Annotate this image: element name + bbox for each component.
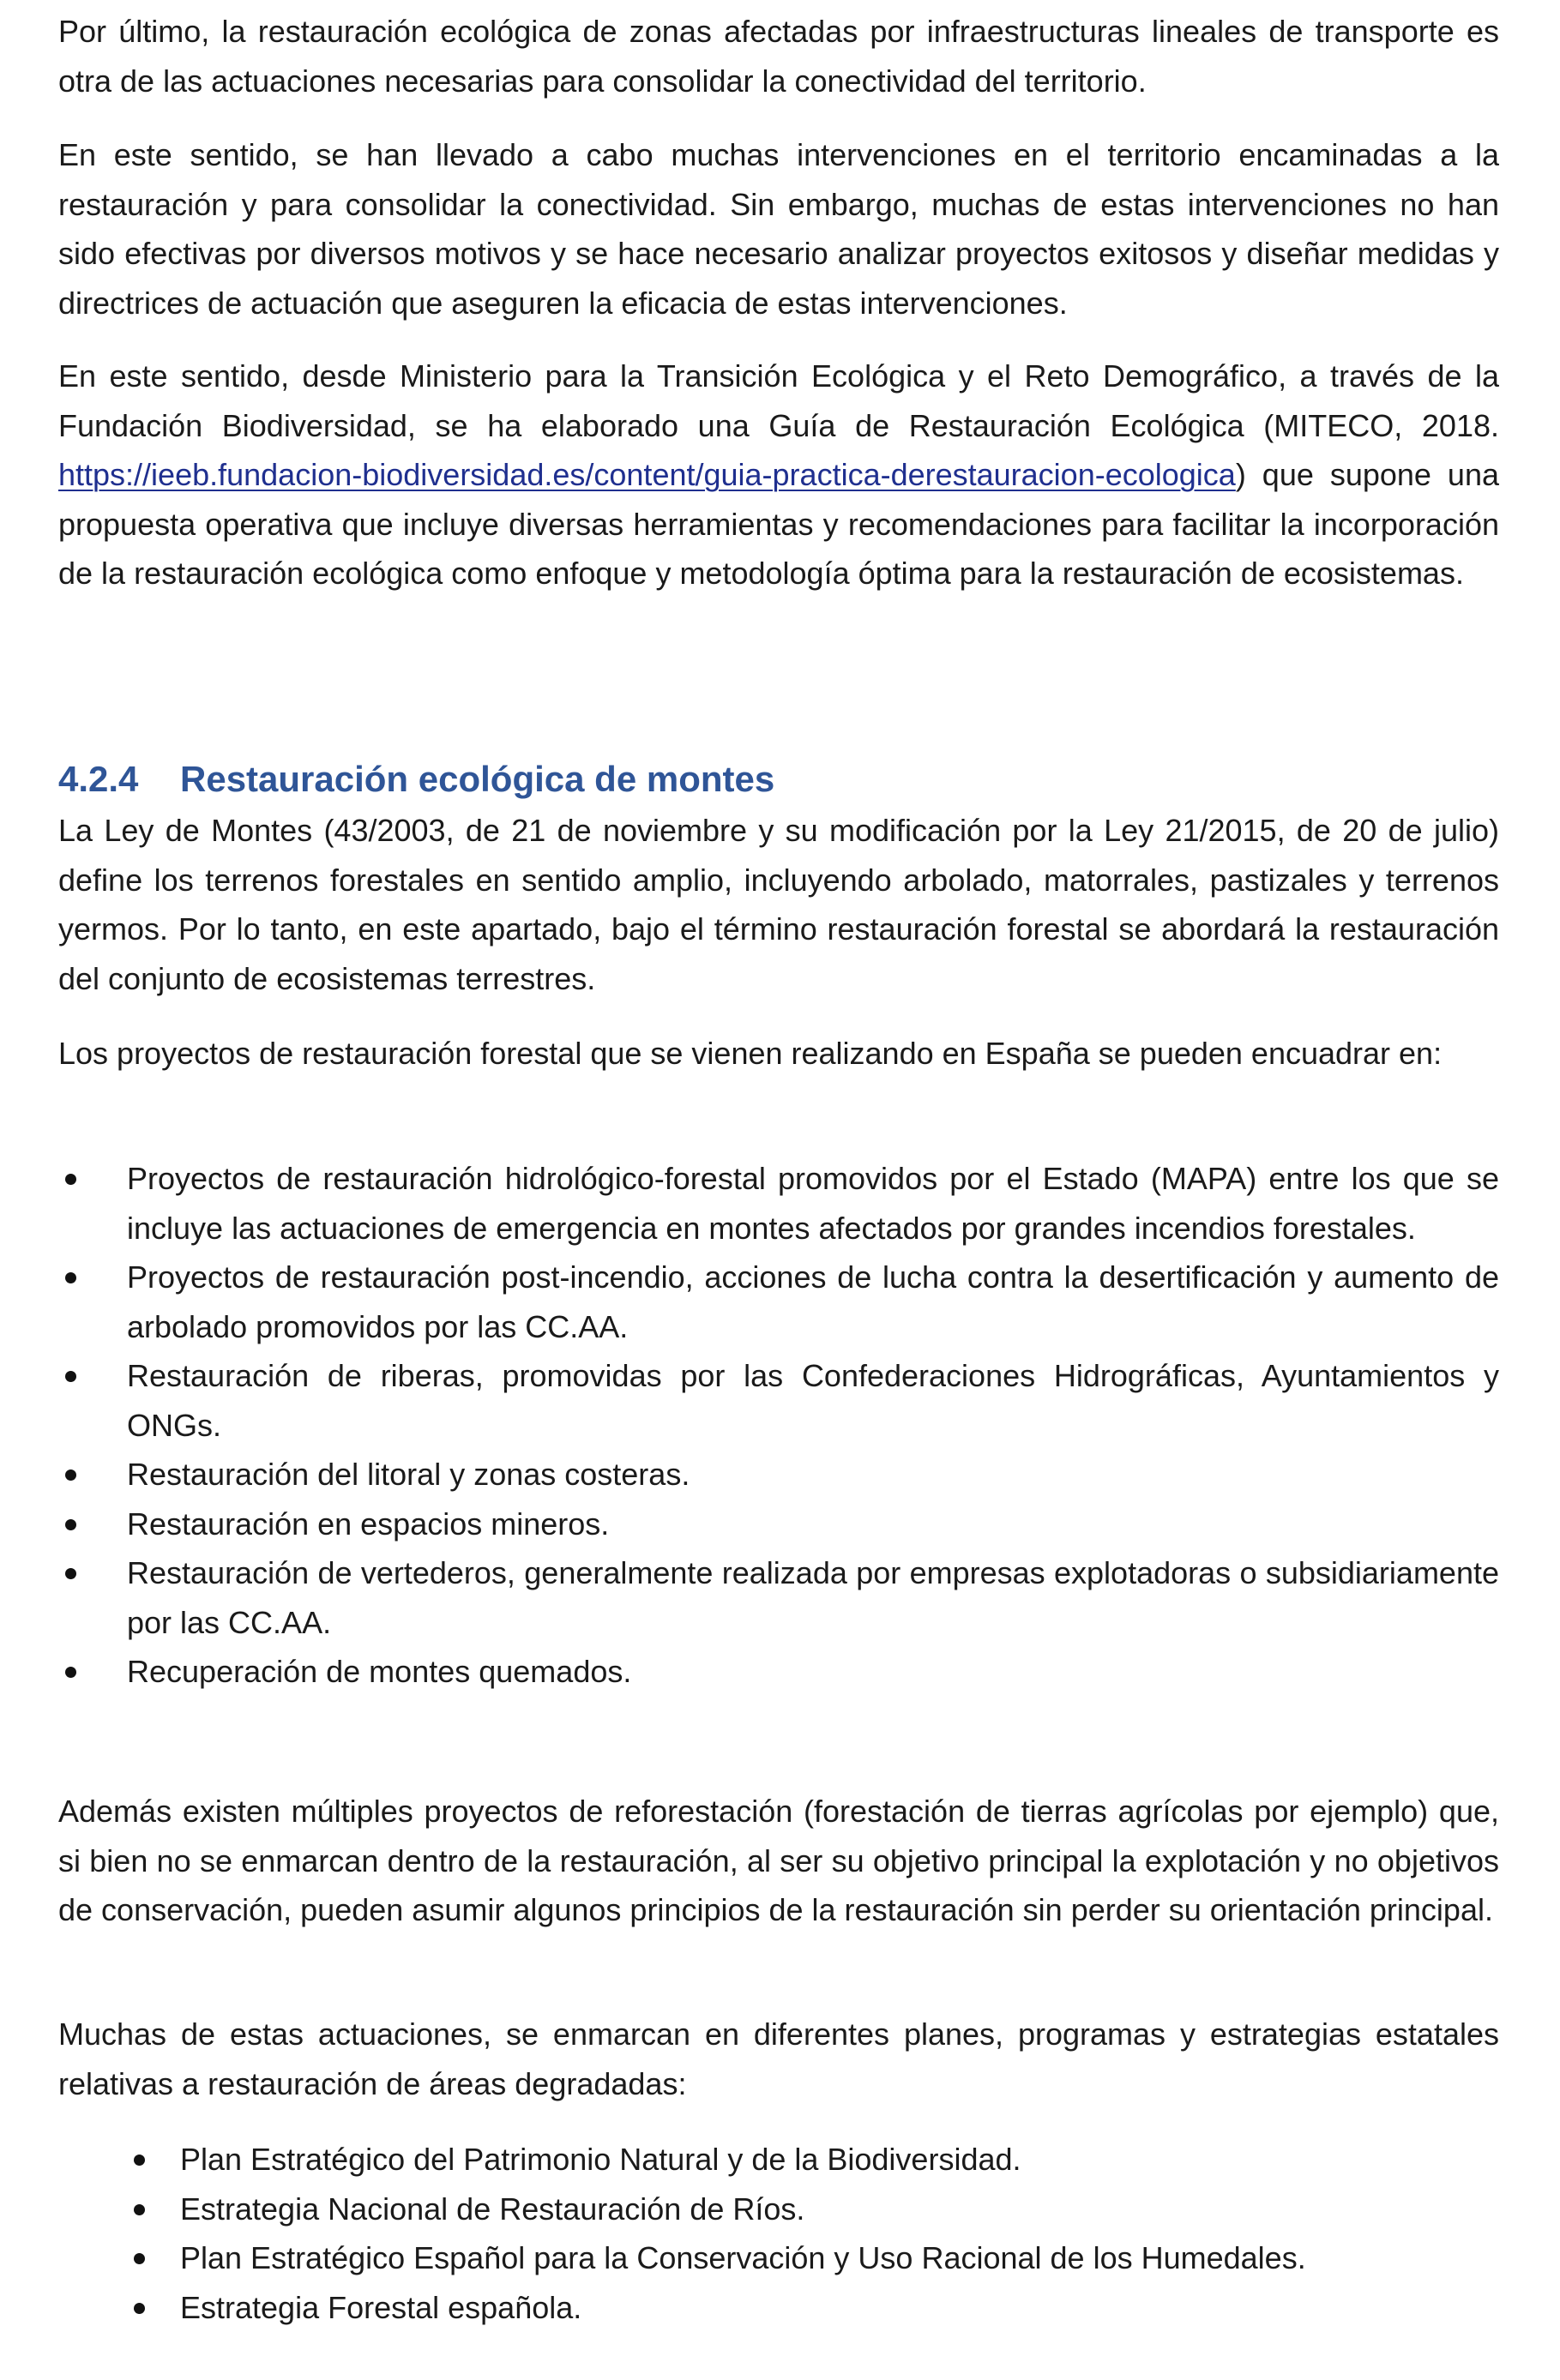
- bullet-icon: [65, 1469, 76, 1481]
- list-item-text: Restauración de vertederos, generalmente realizada por empresas explotadoras o subsidiariamente por las CC.AA.: [127, 1555, 1499, 1640]
- bullet-icon: [65, 1519, 76, 1530]
- paragraph-infraestructuras: Por último, la restauración ecológica de zonas afectadas por infraestructuras lineales de transporte es otra de las actuaciones necesarias para consolidar la conectividad del territorio.: [58, 14, 1499, 99]
- bullet-icon: [65, 1174, 76, 1185]
- list-item: [58, 2283, 1499, 2333]
- paragraph-planes-estrategias: Muchas de estas actuaciones, se enmarcan en diferentes planes, programas y estrategias estatales relativas a restauración de áreas degradadas:: [58, 2016, 1499, 2101]
- bullet-icon: [134, 2155, 145, 2166]
- list-item-text: Proyectos de restauración post-incendio, acciones de lucha contra la desertificación y aumento de arbolado promovidos por las CC.AA.: [127, 1259, 1499, 1344]
- paragraph-reforestacion: Además existen múltiples proyectos de reforestación (forestación de tierras agrícolas por ejemplo) que, si bien no se enmarcan dentro de la restauración, al ser su objetivo principal la explotación y no objetivos de conservación, pueden asumir algunos principios de la restauración sin perder su orientación principal.: [58, 1794, 1499, 1927]
- bullet-icon: [65, 1371, 76, 1382]
- list-item: [58, 1548, 1499, 1647]
- bullet-icon: [65, 1667, 76, 1678]
- bullet-icon: [134, 2303, 145, 2314]
- paragraph-proyectos-restauracion: Los proyectos de restauración forestal que se vienen realizando en España se pueden encuadrar en:: [58, 1036, 1443, 1071]
- paragraph-ley-montes: La Ley de Montes (43/2003, de 21 de noviembre y su modificación por la Ley 21/2015, de 20 de julio) define los terrenos forestales en sentido amplio, incluyendo arbolado, matorrales, pastizales y terrenos yermos. Por lo tanto, en este apartado, bajo el término restauración forestal se abordará la restauración del conjunto de ecosistemas terrestres.: [58, 813, 1499, 996]
- section-title: Restauración ecológica de montes: [180, 759, 775, 799]
- guia-restauracion-link[interactable]: https://ieeb.fundacion-biodiversidad.es/content/guia-practica-derestauracion-ecologica: [58, 457, 1236, 492]
- list-item-text: Plan Estratégico Español para la Conservación y Uso Racional de los Humedales.: [180, 2240, 1306, 2275]
- section-number: 4.2.4: [58, 759, 139, 799]
- bullet-icon: [134, 2253, 145, 2264]
- list-item-text: Restauración en espacios mineros.: [127, 1506, 610, 1542]
- paragraph-guia-text-before: En este sentido, desde Ministerio para la Transición Ecológica y el Reto Demográfico, a través de la Fundación Biodiversidad, se ha elaborado una Guía de Restauración Ecológica (MITECO, 2018.: [58, 358, 1499, 443]
- paragraph-guia-restauracion: [58, 352, 1499, 598]
- restoration-projects-list: [58, 1154, 1499, 1697]
- list-item-text: Plan Estratégico del Patrimonio Natural y de la Biodiversidad.: [180, 2142, 1021, 2177]
- section-heading: [58, 754, 774, 804]
- list-item: [58, 2135, 1499, 2185]
- list-item: [58, 1253, 1499, 1351]
- paragraph-guia-text-after: ) que supone una propuesta operativa que incluye diversas herramientas y recomendaciones para facilitar la incorporación de la restauración ecológica como enfoque y metodología óptima para la restauración de ecosistemas.: [58, 457, 1499, 591]
- list-item-text: Estrategia Nacional de Restauración de Ríos.: [180, 2191, 805, 2227]
- list-item: [58, 1647, 1499, 1697]
- list-item: [58, 1450, 1499, 1500]
- list-item-text: Estrategia Forestal española.: [180, 2289, 582, 2325]
- list-item-text: Recuperación de montes quemados.: [127, 1654, 632, 1689]
- bullet-icon: [65, 1272, 76, 1283]
- list-item-text: Proyectos de restauración hidrológico-forestal promovidos por el Estado (MAPA) entre los que se incluye las actuaciones de emergencia en montes afectados por grandes incendios forestales.: [127, 1161, 1499, 1246]
- list-item-text: Restauración del litoral y zonas costeras.: [127, 1457, 690, 1492]
- list-item: [58, 2233, 1499, 2283]
- bullet-icon: [65, 1568, 76, 1579]
- bullet-icon: [134, 2204, 145, 2215]
- paragraph-intervenciones: En este sentido, se han llevado a cabo muchas intervenciones en el territorio encaminadas a la restauración y para consolidar la conectividad. Sin embargo, muchas de estas intervenciones no han sido efectivas por diversos motivos y se hace necesario analizar proyectos exitosos y diseñar medidas y directrices de actuación que aseguren la eficacia de estas intervenciones.: [58, 137, 1499, 321]
- list-item: [58, 1351, 1499, 1450]
- list-item: [58, 1154, 1499, 1253]
- list-item: [58, 1500, 1499, 1549]
- list-item-text: Restauración de riberas, promovidas por las Confederaciones Hidrográficas, Ayuntamientos y ONGs.: [127, 1358, 1499, 1443]
- strategies-list: [58, 2135, 1499, 2332]
- list-item: [58, 2185, 1499, 2234]
